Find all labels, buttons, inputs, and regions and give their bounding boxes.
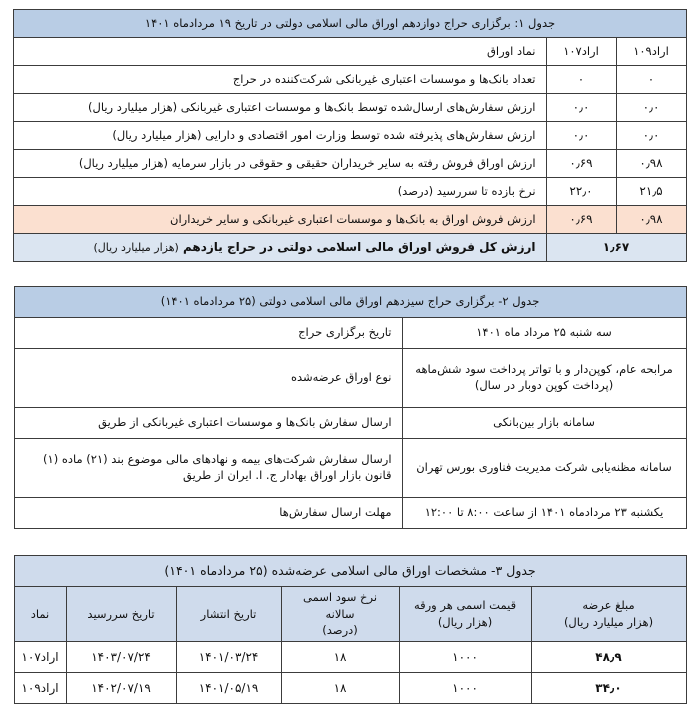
table2-title: جدول ۲- برگزاری حراج سیزدهم اوراق مالی اسلامی دولتی (۲۵ مردادماه ۱۴۰۱) [14, 287, 686, 318]
table-row [14, 318, 686, 349]
table3-r1-nominal-rate: ۱۸ [281, 673, 399, 704]
table1-r4-col-c: ۰٫۹۸ [616, 150, 686, 178]
table1-total-row [14, 234, 686, 262]
table3-header-symbol [14, 587, 66, 642]
table3-header-row [14, 587, 686, 642]
table1-r1-col-b: ۰ [546, 66, 616, 94]
table2-r4-value: یکشنبه ۲۳ مردادماه ۱۴۰۱ از ساعت ۸:۰۰ تا ۱۲:۰۰ [402, 498, 686, 529]
table2-r2-label: ارسال سفارش بانک‌ها و موسسات اعتباری غیربانکی از طریق [14, 408, 402, 439]
table1-r3-label: ارزش سفارش‌های پذیرفته شده توسط وزارت امور اقتصادی و دارایی (هزار میلیارد ریال) [14, 122, 546, 150]
table1-r2-col-c: ۰٫۰ [616, 94, 686, 122]
table-row [14, 94, 686, 122]
table3-header-maturity-date [66, 587, 176, 642]
table1-r6-col-c: ۰٫۹۸ [616, 206, 686, 234]
table3-header-nominal-rate-l2: (درصد) [322, 623, 358, 638]
table-row [14, 642, 686, 673]
table3-r0-symbol: اراد۱۰۷ [14, 642, 66, 673]
table3-header-nominal-price-l2: (هزار ریال) [437, 615, 493, 629]
table1-r3-col-c: ۰٫۰ [616, 122, 686, 150]
table2-r4-label: مهلت ارسال سفارش‌ها [14, 498, 402, 529]
table3-header-offer-amount-l2: (هزار میلیارد ریال) [563, 615, 654, 629]
table-row [14, 498, 686, 529]
table3-r0-nominal-price: ۱۰۰۰ [399, 642, 531, 673]
table3-r0-nominal-rate: ۱۸ [281, 642, 399, 673]
auction-details-table [14, 286, 687, 529]
table1-total-label [14, 234, 546, 262]
table3-r1-nominal-price: ۱۰۰۰ [399, 673, 531, 704]
table3-header-offer-amount-l1: مبلغ عرضه [582, 598, 635, 613]
table-row [14, 122, 686, 150]
table3-header-maturity-date-l1: تاریخ سررسید [87, 606, 155, 621]
auction-results-table [13, 9, 686, 262]
table3-r0-offer-amount: ۴۸٫۹ [531, 642, 686, 673]
table2-r2-value: سامانه بازار بین‌بانکی [402, 408, 686, 439]
table-row [14, 439, 686, 498]
table2-r1-value: مرابحه عام، کوپن‌دار و با تواتر پرداخت سود شش‌ماهه (پرداخت کوپن دوبار در سال) [402, 349, 686, 408]
table2-r1-label: نوع اوراق عرضه‌شده [14, 349, 402, 408]
table1-r5-col-b: ۲۲٫۰ [546, 178, 616, 206]
table3-r1-maturity-date: ۱۴۰۲/۰۷/۱۹ [66, 673, 176, 704]
table3-header-nominal-price [399, 587, 531, 642]
table3-r1-symbol: اراد۱۰۹ [14, 673, 66, 704]
table1-r2-col-b: ۰٫۰ [546, 94, 616, 122]
table3-header-nominal-rate [281, 587, 399, 642]
table1-r4-col-b: ۰٫۶۹ [546, 150, 616, 178]
table1-r5-label: نرخ بازده تا سررسید (درصد) [14, 178, 546, 206]
document-page [0, 9, 700, 695]
table1-r6-label: ارزش فروش اوراق به بانک‌ها و موسسات اعتباری غیربانکی و سایر خریداران [14, 206, 546, 234]
table1-total-label-strong: ارزش کل فروش اوراق مالی اسلامی دولتی در حراج یازدهم [182, 240, 536, 255]
table1-total-label-unit: (هزار میلیارد ریال) [93, 241, 179, 255]
table1-r4-label: ارزش اوراق فروش رفته به سایر خریداران حقیقی و حقوقی در بازار سرمایه (هزار میلیارد ریال) [14, 150, 546, 178]
table-row [14, 408, 686, 439]
table1-r0-col-c: اراد۱۰۹ [616, 38, 686, 66]
table1-title-row [14, 10, 686, 38]
table1-title: جدول ۱: برگزاری حراج دوازدهم اوراق مالی اسلامی دولتی در تاریخ ۱۹ مردادماه ۱۴۰۱ [14, 10, 686, 38]
table1-r3-col-b: ۰٫۰ [546, 122, 616, 150]
table-row [14, 66, 686, 94]
table2-r0-value: سه شنبه ۲۵ مرداد ماه ۱۴۰۱ [402, 318, 686, 349]
table3-header-nominal-price-l1: قیمت اسمی هر ورقه [413, 598, 517, 613]
table3-title: جدول ۳- مشخصات اوراق مالی اسلامی عرضه‌شده (۲۵ مردادماه ۱۴۰۱) [14, 556, 686, 587]
table-row-highlighted [14, 206, 686, 234]
table1-r0-label: نماد اوراق [14, 38, 546, 66]
table-spacer-2 [0, 529, 700, 555]
table2-r3-value: سامانه مظنه‌یابی شرکت مدیریت فناوری بورس تهران [402, 439, 686, 498]
table2-title-row [14, 287, 686, 318]
table3-r1-issue-date: ۱۴۰۱/۰۵/۱۹ [176, 673, 281, 704]
table-row [14, 349, 686, 408]
securities-specs-table [14, 555, 687, 704]
table3-header-offer-amount [531, 587, 686, 642]
table-row [14, 38, 686, 66]
table-spacer-1 [0, 262, 700, 286]
table2-r0-label: تاریخ برگزاری حراج [14, 318, 402, 349]
table1-total-value: ۱٫۶۷ [546, 234, 686, 262]
table1-r1-label: تعداد بانک‌ها و موسسات اعتباری غیربانکی شرکت‌کننده در حراج [14, 66, 546, 94]
table1-r5-col-c: ۲۱٫۵ [616, 178, 686, 206]
table2-r3-label: ارسال سفارش شرکت‌های بیمه و نهادهای مالی موضوع بند (۲۱) ماده (۱) قانون بازار اوراق بهادار ج. ا. ایران از طریق [14, 439, 402, 498]
table3-title-row [14, 556, 686, 587]
table3-r0-maturity-date: ۱۴۰۳/۰۷/۲۴ [66, 642, 176, 673]
table3-header-nominal-rate-l1: نرخ سود اسمی سالانه [302, 590, 378, 621]
table1-r2-label: ارزش سفارش‌های ارسال‌شده توسط بانک‌ها و موسسات اعتباری غیربانکی (هزار میلیارد ریال) [14, 94, 546, 122]
table1-r6-col-b: ۰٫۶۹ [546, 206, 616, 234]
table3-header-issue-date-l1: تاریخ انتشار [200, 606, 257, 621]
table1-r0-col-b: اراد۱۰۷ [546, 38, 616, 66]
table-row [14, 150, 686, 178]
table3-header-symbol-l1: نماد [30, 606, 50, 621]
table-row [14, 178, 686, 206]
table3-r0-issue-date: ۱۴۰۱/۰۳/۲۴ [176, 642, 281, 673]
table1-r1-col-c: ۰ [616, 66, 686, 94]
table-row [14, 673, 686, 704]
table3-header-issue-date [176, 587, 281, 642]
table3-r1-offer-amount: ۳۴٫۰ [531, 673, 686, 704]
